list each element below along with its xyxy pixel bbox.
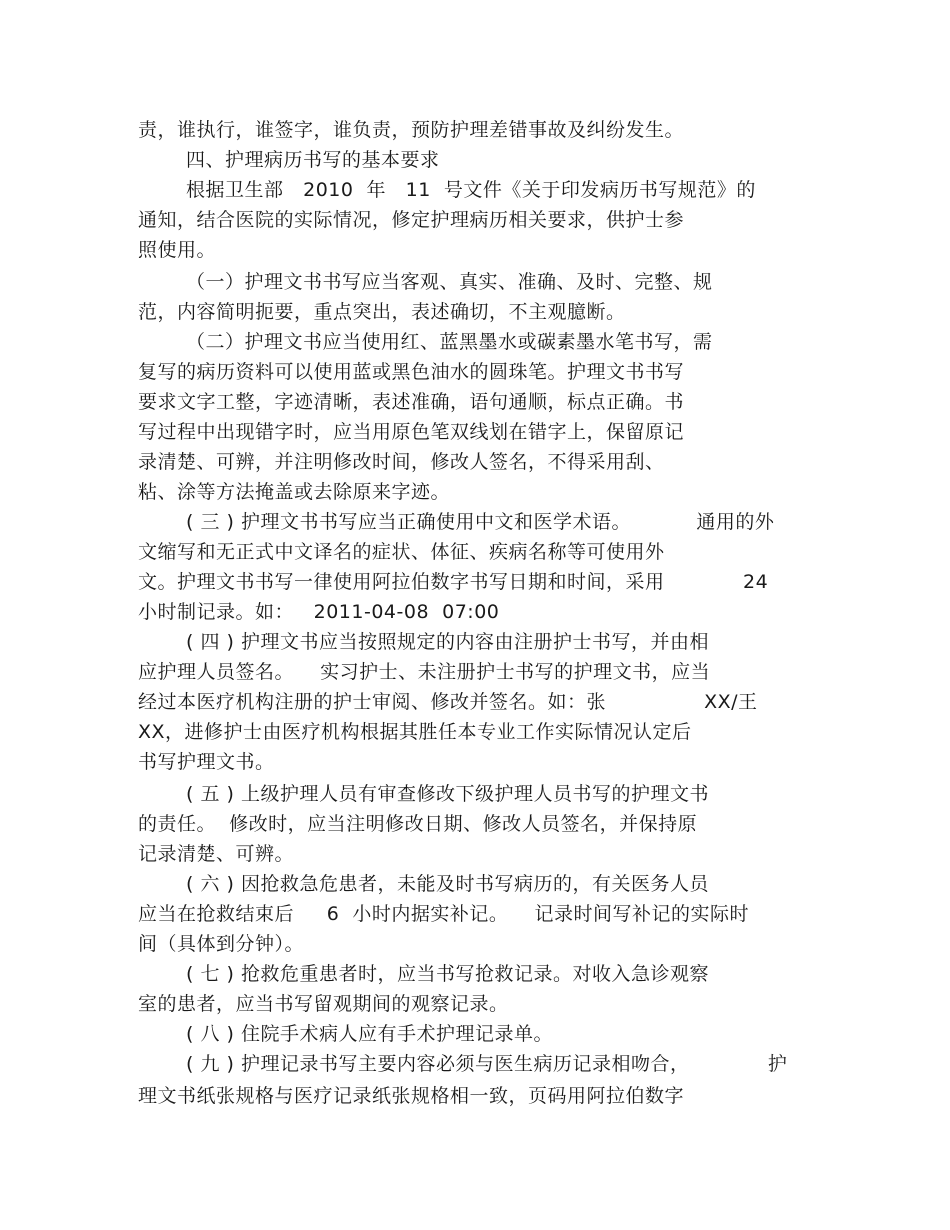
text-line: 小时制记录。如： 2011-04-08 07:00	[138, 601, 500, 623]
text-line: 应护理人员签名。 实习护士、未注册护士书写的护理文书，应当	[138, 661, 711, 683]
text-line: ( 七 ) 抢救危重患者时，应当书写抢救记录。对收入急诊观察	[186, 963, 709, 985]
text-line: 责，谁执行，谁签字，谁负责，预防护理差错事故及纠纷发生。	[138, 119, 685, 141]
text-line: 复写的病历资料可以使用蓝或黑色油水的圆珠笔。护理文书书写	[138, 361, 685, 383]
text-line: ( 九 ) 护理记录书写主要内容必须与医生病历记录相吻合， 护	[186, 1053, 788, 1075]
text-line: ( 八 ) 住院手术病人应有手术护理记录单。	[186, 1023, 553, 1045]
text-line: 根据卫生部 2010 年 11 号文件《关于印发病历书写规范》的	[186, 179, 756, 201]
text-line: 文缩写和无正式中文译名的症状、体征、疾病名称等可使用外	[138, 541, 665, 563]
text-line: 录清楚、可辨，并注明修改时间，修改人签名，不得采用刮、	[138, 451, 665, 473]
section-heading: 四、护理病历书写的基本要求	[186, 149, 440, 171]
text-line: 照使用。	[138, 239, 217, 261]
text-line: ( 三 ) 护理文书书写应当正确使用中文和医学术语。 通用的外	[186, 511, 775, 533]
text-line: 范，内容简明扼要，重点突出，表述确切，不主观臆断。	[138, 301, 626, 323]
text-line: 要求文字工整，字迹清晰，表述准确，语句通顺，标点正确。书	[138, 391, 685, 413]
text-line: 文。护理文书书写一律使用阿拉伯数字书写日期和时间，采用 24	[138, 571, 769, 593]
text-line: 室的患者，应当书写留观期间的观察记录。	[138, 993, 509, 1015]
text-line: 粘、涂等方法掩盖或去除原来字迹。	[138, 481, 451, 503]
text-line: 记录清楚、可辨。	[138, 843, 295, 865]
text-line: 理文书纸张规格与医疗记录纸张规格相一致，页码用阿拉伯数字	[138, 1085, 685, 1107]
text-line: XX，进修护士由医疗机构根据其胜任本专业工作实际情况认定后	[138, 721, 692, 743]
text-line: 写过程中出现错字时，应当用原色笔双线划在错字上，保留原记	[138, 421, 685, 443]
text-line: ( 五 ) 上级护理人员有审查修改下级护理人员书写的护理文书	[186, 783, 709, 805]
text-line: ( 六 ) 因抢救急危患者，未能及时书写病历的，有关医务人员	[186, 873, 709, 895]
text-line: 应当在抢救结束后 6 小时内据实补记。 记录时间写补记的实际时	[138, 903, 750, 925]
text-line: 的责任。 修改时，应当注明修改日期、修改人员签名，并保持原	[138, 813, 698, 835]
text-line: （二）护理文书应当使用红、蓝黑墨水或碳素墨水笔书写，需	[186, 331, 713, 353]
text-line: （一）护理文书书写应当客观、真实、准确、及时、完整、规	[186, 271, 713, 293]
text-line: 间（具体到分钟）。	[138, 933, 305, 955]
text-line: ( 四 ) 护理文书应当按照规定的内容由注册护士书写，并由相	[186, 631, 709, 653]
text-line: 书写护理文书。	[138, 751, 275, 773]
text-line: 通知，结合医院的实际情况，修定护理病历相关要求，供护士参	[138, 209, 685, 231]
text-line: 经过本医疗机构注册的护士审阅、修改并签名。如：张 XX/王	[138, 691, 758, 713]
